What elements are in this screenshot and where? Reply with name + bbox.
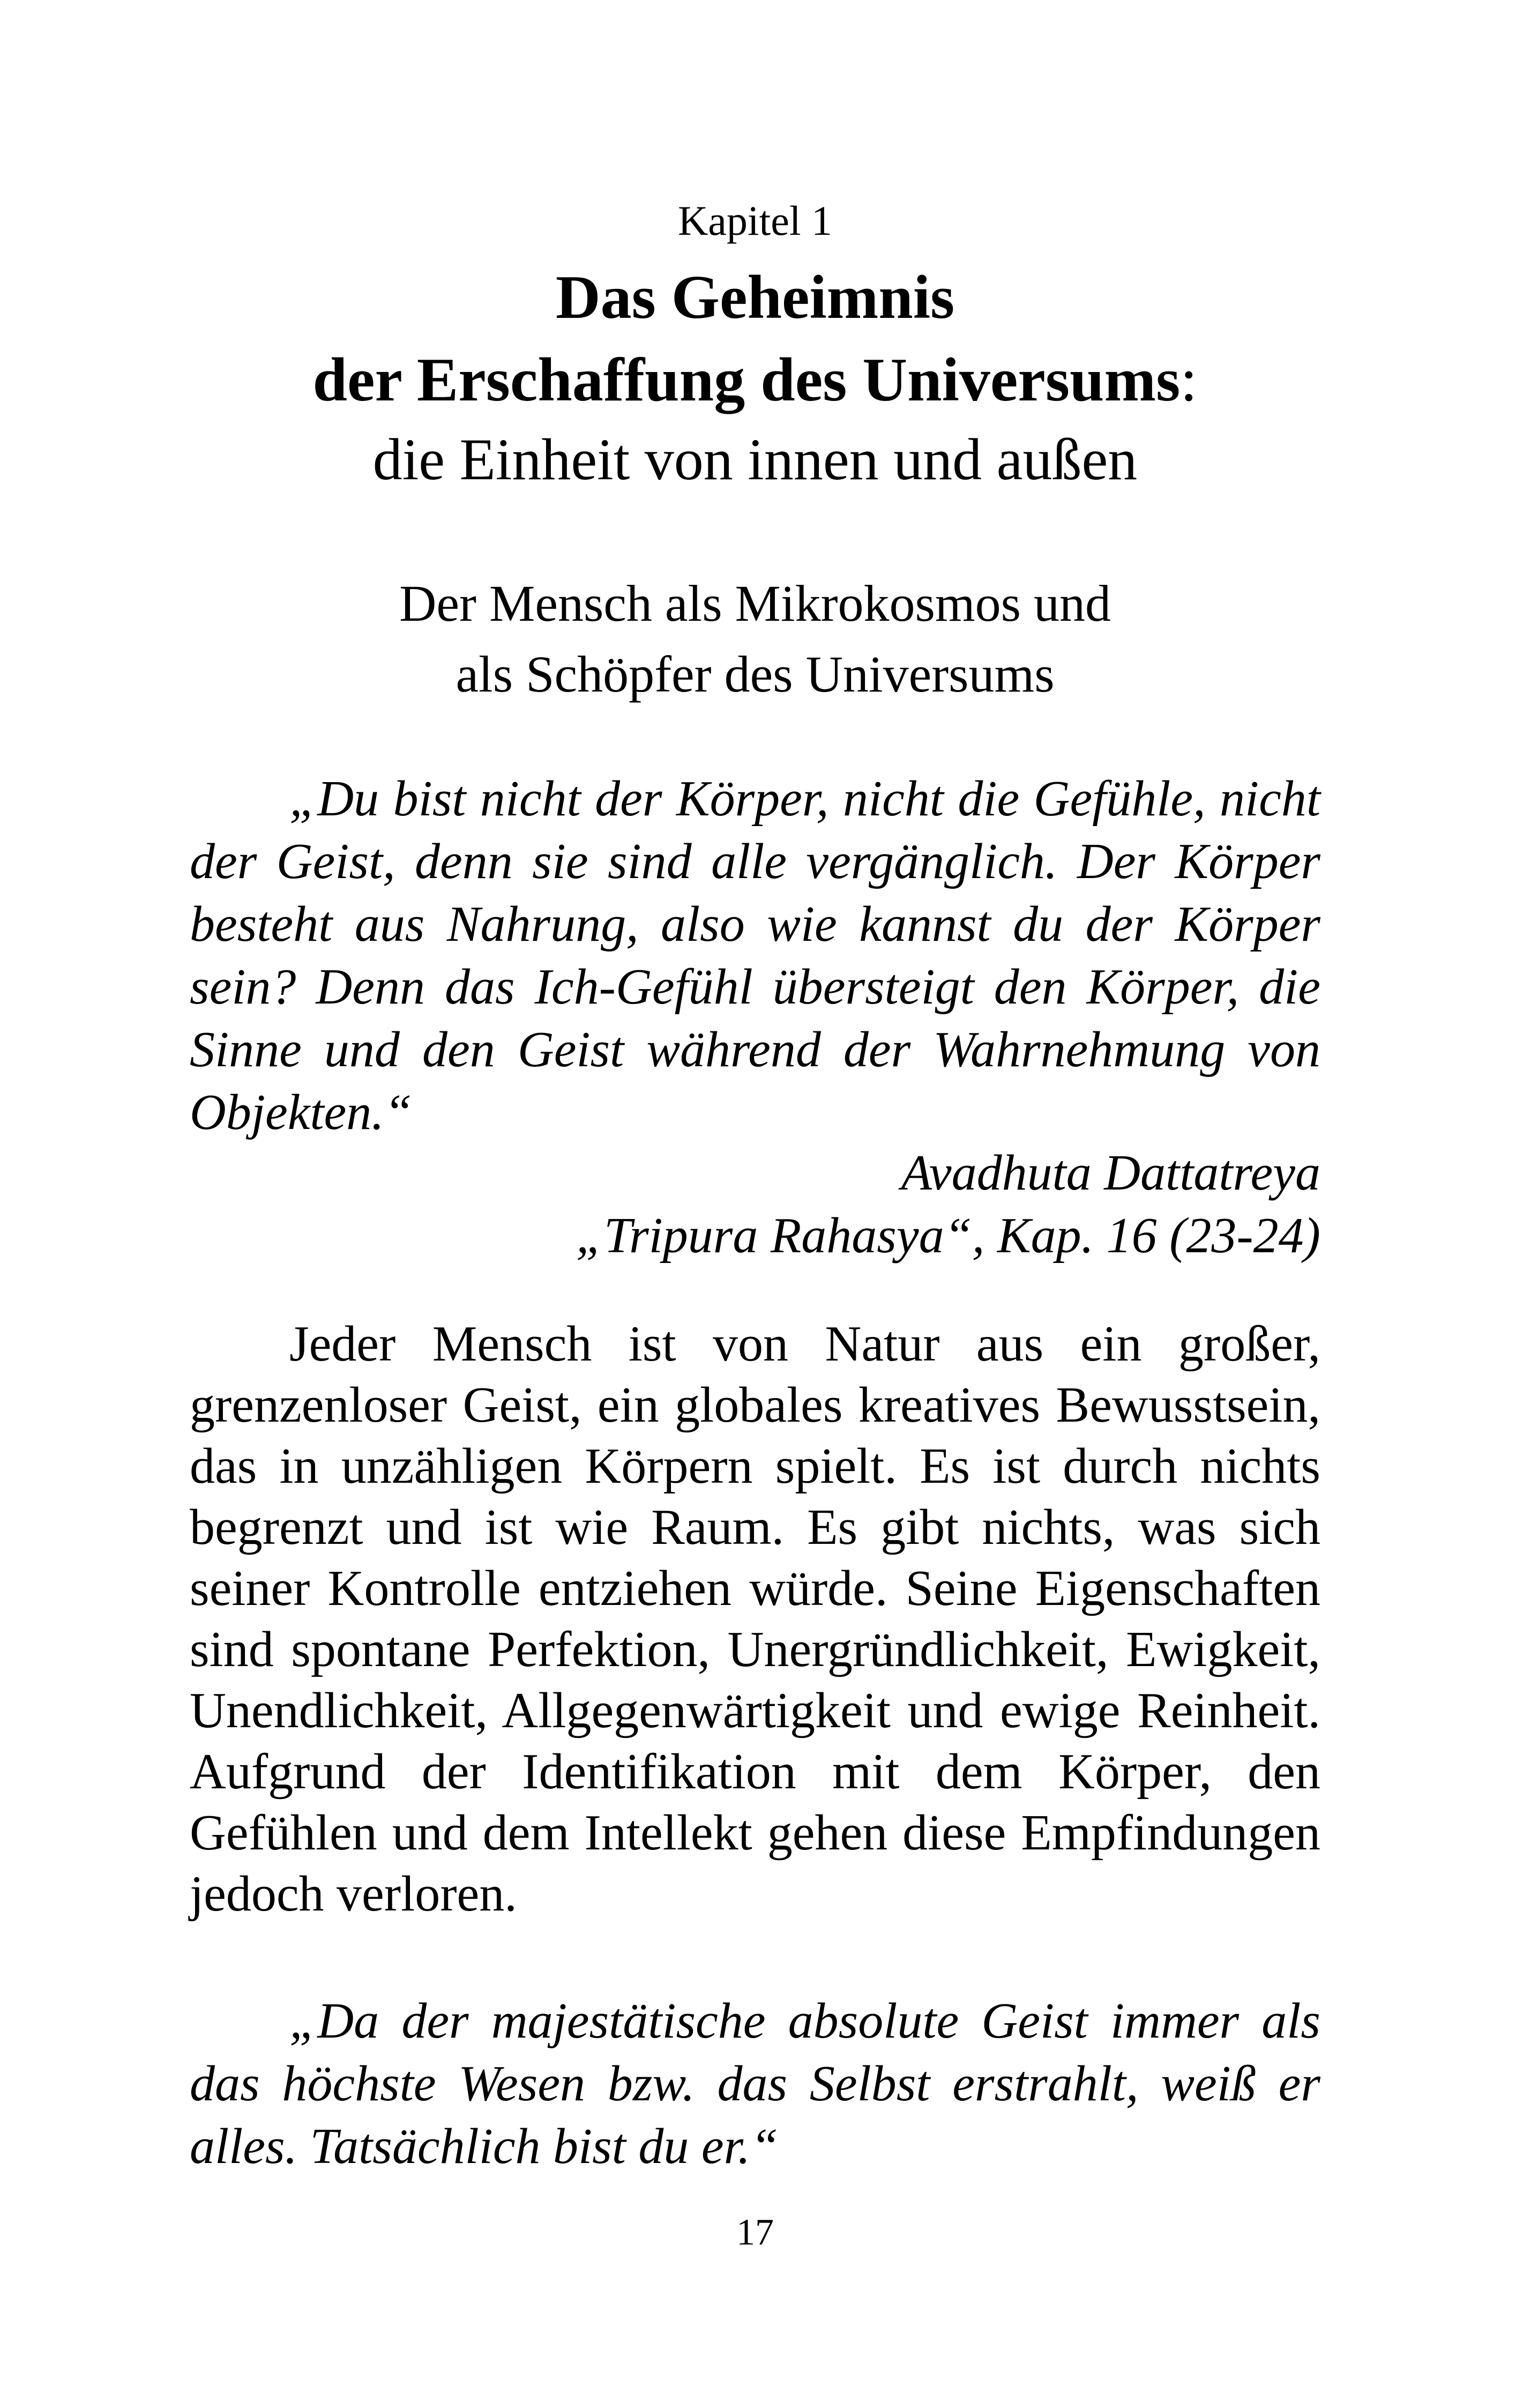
chapter-label: Kapitel 1 (677, 197, 833, 244)
chapter-title-line-2-text: der Erschaffung des Universums (312, 346, 1181, 414)
chapter-title-line-2 (190, 339, 1320, 421)
closing-quote (190, 1990, 1320, 2178)
epigraph-source: „Tripura Rahasya“, Kap. 16 (23-24) (576, 1208, 1320, 1264)
chapter-subtitle: die Einheit von innen und außen (372, 427, 1138, 492)
epigraph-attribution (190, 1142, 1320, 1267)
chapter-title-line-1: Das Geheimnis (555, 263, 955, 332)
page-number: 17 (736, 2212, 774, 2253)
body-paragraph-text: Jeder Mensch ist von Natur aus ein großer, grenzenloser Geist, ein globales kreatives Bewusstsein, das in unzähligen Körpern spielt. Es ist durch nichts begrenzt und ist wie Raum. Es gibt nichts, was sich seiner Kontrolle entziehen würde. Seine Eigenschaften sind spontane Perfektion, Unergründlichkeit, Ewigkeit, Unendlichkeit, Allgegenwärtigkeit und ewige Reinheit. Aufgrund der Identifikation mit dem Körper, den Gefühlen und dem Intellekt gehen diese Empfindungen jedoch verloren. (190, 1316, 1320, 1922)
closing-quote-text: „Da der majestätische absolute Geist immer als das höchste Wesen bzw. das Selbst erstrahlt, weiß er alles. Tatsächlich bist du er.“ (190, 1993, 1320, 2174)
chapter-title (190, 256, 1320, 421)
chapter-title-colon: : (1180, 346, 1198, 414)
body-paragraph (190, 1313, 1320, 1924)
section-heading (190, 568, 1320, 710)
section-heading-line-2: als Schöpfer des Universums (456, 645, 1055, 703)
section-heading-line-1: Der Mensch als Mikrokosmos und (399, 575, 1111, 632)
epigraph-quote (190, 768, 1320, 1144)
epigraph-quote-text: „Du bist nicht der Körper, nicht die Gefühle, nicht der Geist, denn sie sind alle vergänglich. Der Körper besteht aus Nahrung, also wie kannst du der Körper sein? Denn das Ich-Gefühl übersteigt den Körper, die Sinne und den Geist während der Wahrnehmung von Objekten.“ (190, 771, 1320, 1140)
epigraph-author: Avadhuta Dattatreya (901, 1145, 1320, 1201)
